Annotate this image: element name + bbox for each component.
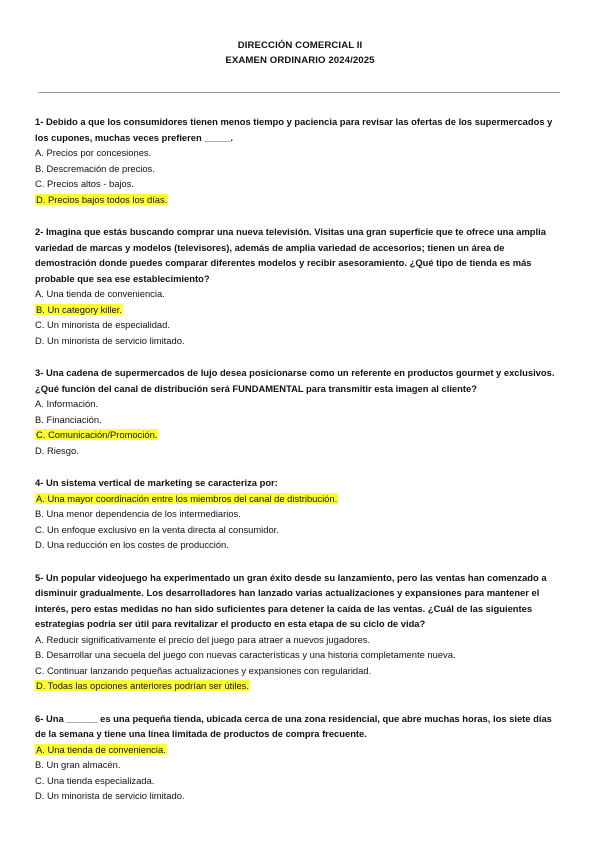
option-c xyxy=(35,176,565,192)
question-4 xyxy=(35,475,565,553)
option-a xyxy=(35,742,565,758)
exam-header xyxy=(0,38,600,68)
question-6 xyxy=(35,711,565,804)
question-3 xyxy=(35,365,565,458)
question-list xyxy=(35,114,565,821)
option-text: A. Reducir significativamente el precio del juego para atraer a nuevos jugadores. xyxy=(35,633,371,645)
question-text: 2- Imagina que estás buscando comprar una nueva televisión. Visitas una gran superficie que te ofrece una amplia variedad de marcas y modelos (televisores), además de amplia variedad de accesorios; tienen un área de demostración donde puedes comparar diferentes modelos y recibir asesoramiento. ¿Qué tipo de tienda es más probable que sea ese establecimiento? xyxy=(35,226,546,284)
highlighted-answer: B. Un category killer. xyxy=(36,303,122,315)
option-text: D. Riesgo. xyxy=(35,444,79,456)
option-b xyxy=(35,161,565,177)
question-text: 4- Un sistema vertical de marketing se caracteriza por: xyxy=(35,477,278,488)
option-b xyxy=(35,757,565,773)
highlighted-answer: D. Todas las opciones anteriores podrían ser útiles. xyxy=(36,680,249,691)
option-c xyxy=(35,317,565,333)
option-a xyxy=(35,145,565,161)
highlighted-answer: D. Precios bajos todos los días. xyxy=(36,193,168,205)
option-c xyxy=(35,522,565,538)
question-text: 6- Una ______ es una pequeña tienda, ubicada cerca de una zona residencial, que abre muchas horas, los siete días de la semana y tiene una línea limitada de productos de compra frecuente. xyxy=(35,712,552,739)
option-d xyxy=(35,333,565,349)
option-text: B. Descremación de precios. xyxy=(35,162,155,174)
option-b xyxy=(35,412,565,428)
question-1 xyxy=(35,114,565,207)
option-text: B. Desarrollar una secuela del juego con nuevas características y una historia completamente nueva. xyxy=(35,649,456,660)
course-title: DIRECCIÓN COMERCIAL II xyxy=(237,40,363,51)
option-d xyxy=(35,443,565,459)
option-text: C. Continuar lanzando pequeñas actualizaciones y expansiones con regularidad. xyxy=(35,664,372,676)
option-text: D. Un minorista de servicio limitado. xyxy=(35,334,185,346)
option-a xyxy=(35,286,565,302)
option-text: C. Un minorista de especialidad. xyxy=(35,319,170,330)
option-c xyxy=(35,773,565,789)
option-a xyxy=(35,396,565,412)
option-c xyxy=(35,663,565,679)
question-5 xyxy=(35,570,565,694)
option-text: D. Un minorista de servicio limitado. xyxy=(35,790,185,801)
option-d xyxy=(35,678,565,694)
option-text: C. Una tienda especializada. xyxy=(35,774,155,786)
exam-title: EXAMEN ORDINARIO 2024/2025 xyxy=(225,55,375,66)
option-text: B. Un gran almacén. xyxy=(35,759,121,770)
option-c xyxy=(35,427,565,443)
option-text: A. Una tienda de conveniencia. xyxy=(35,288,165,299)
option-text: B. Financiación. xyxy=(35,413,102,425)
option-a xyxy=(35,632,565,648)
option-text: A. Información. xyxy=(35,398,99,409)
header-divider xyxy=(38,92,560,93)
option-d xyxy=(35,192,565,208)
option-text: D. Una reducción en los costes de producción. xyxy=(35,539,229,550)
highlighted-answer: C. Comunicación/Promoción. xyxy=(36,429,158,440)
highlighted-answer: A. Una mayor coordinación entre los miembros del canal de distribución. xyxy=(36,492,338,504)
option-d xyxy=(35,537,565,553)
option-text: B. Una menor dependencia de los intermediarios. xyxy=(35,508,241,519)
option-text: A. Precios por concesiones. xyxy=(35,147,152,158)
option-text: C. Un enfoque exclusivo en la venta directa al consumidor. xyxy=(35,523,279,535)
option-b xyxy=(35,647,565,663)
question-2 xyxy=(35,224,565,348)
option-a xyxy=(35,491,565,507)
option-d xyxy=(35,788,565,804)
question-text: 3- Una cadena de supermercados de lujo desea posicionarse como un referente en productos gourmet y exclusivos. ¿Qué función del canal de distribución será FUNDAMENTAL para transmitir esta imagen al cliente? xyxy=(35,367,555,394)
question-text: 5- Un popular videojuego ha experimentado un gran éxito desde su lanzamiento, pero las ventas han comenzado a disminuir gradualmente. Los desarrolladores han lanzado varias actualizaciones y expansiones para mantener el interés, pero estas medidas no han sido suficientes para detener la caída de las ventas. ¿Cuál de las siguientes estrategias podría ser útil para revitalizar el producto en esta etapa de su ciclo de vida? xyxy=(35,571,547,629)
option-text: C. Precios altos - bajos. xyxy=(35,178,134,189)
question-text: 1- Debido a que los consumidores tienen menos tiempo y paciencia para revisar las ofertas de los supermercados y los cupones, muchas veces prefieren _____. xyxy=(35,116,553,143)
option-b xyxy=(35,302,565,318)
option-b xyxy=(35,506,565,522)
highlighted-answer: A. Una tienda de conveniencia. xyxy=(36,743,166,755)
